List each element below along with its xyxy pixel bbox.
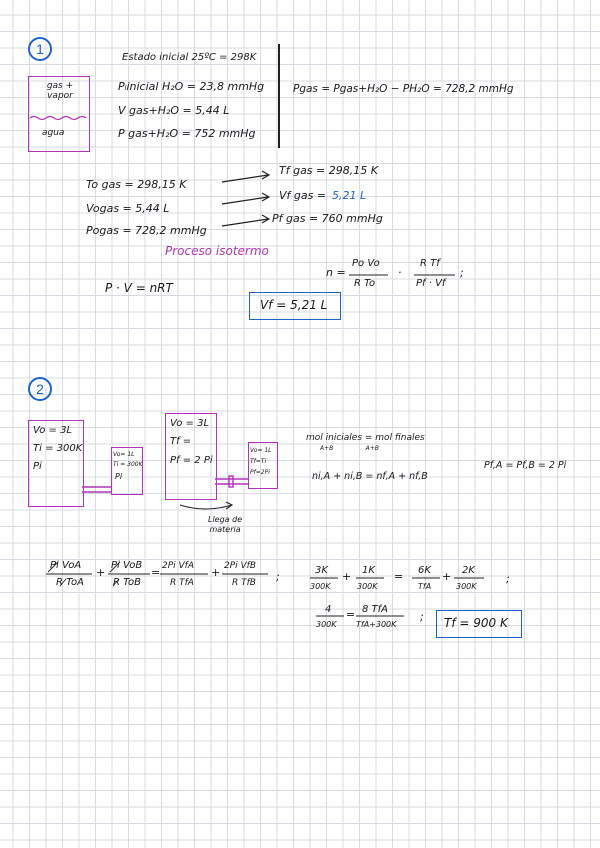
vf-gas-value: 5,21 L <box>332 189 367 202</box>
eq3-a-den: 300K <box>316 620 337 629</box>
n-semicolon: ; <box>460 266 464 279</box>
mol-equality-sub: A+B A+B <box>320 445 379 452</box>
n-frac2-num: R Tf <box>420 258 440 269</box>
eq1-lhs-b-den: R ToB <box>113 577 141 588</box>
tank-a2-pressure: Pf = 2 Pi <box>170 455 213 466</box>
eq2-c-den: TfA <box>418 582 432 591</box>
tank-a-pressure: Pi <box>33 461 42 472</box>
tank-a-volume: Vo = 3L <box>33 425 73 436</box>
v-gas-h2o: V gas+H₂O = 5,44 L <box>118 104 230 117</box>
eq3-b-den: TfA+300K <box>356 620 397 629</box>
p-initial-h2o: Pₗinicial H₂O = 23,8 mmHg <box>118 80 265 93</box>
pressure-equality: Pf,A = Pf,B = 2 Pi <box>484 460 567 471</box>
eq1-rhs-b-den: R TfB <box>232 578 256 588</box>
tank-b2-volume: Vo= 1L <box>250 447 272 454</box>
eq2-d-den: 300K <box>456 582 477 591</box>
eq2-a-den: 300K <box>310 582 331 591</box>
flow-caption: Llega de materia <box>208 515 243 534</box>
tank-b2-pressure: Pf=2Pi <box>250 469 270 476</box>
eq3-equals: = <box>346 608 356 621</box>
tf-gas: Tf gas = 298,15 K <box>279 164 378 177</box>
vf-gas-label: Vf gas = <box>279 189 327 202</box>
eq2-equals: = <box>394 570 404 583</box>
p-gas-formula: Pgas = Pgas+H₂O − PH₂O = 728,2 mmHg <box>293 83 514 95</box>
answer-2: Tf = 900 K <box>444 616 508 630</box>
process-isothermal: Proceso isotermo <box>165 244 269 258</box>
n-frac1-den: R To <box>354 278 376 289</box>
tank-a-temp: Ti = 300K <box>33 443 83 454</box>
eq1-rhs-b-num: 2Pi VfB <box>224 561 257 571</box>
eq1-rhs-a-den: R TfA <box>170 578 194 588</box>
eq1-equals: = <box>151 566 161 579</box>
n-balance: ni,A + ni,B = nf,A + nf,B <box>312 471 428 482</box>
eq3-b-num: 8 TfA <box>362 604 389 615</box>
po-gas: Pogas = 728,2 mmHg <box>86 224 207 237</box>
n-equals: n = <box>326 266 346 279</box>
tank-a2-volume: Vo = 3L <box>170 418 210 429</box>
eq2-plus-2: + <box>442 570 452 583</box>
eq1-plus-1: + <box>96 566 106 579</box>
n-frac2-den: Pf · Vf <box>416 278 446 289</box>
pf-gas: Pf gas = 760 mmHg <box>272 212 383 225</box>
eq1-lhs-a-num: Pi VoA <box>50 560 82 571</box>
answer-1: Vf = 5,21 L <box>260 298 328 312</box>
p-gas-h2o: P gas+H₂O = 752 mmHg <box>118 127 256 140</box>
n-frac1-num: Po Vo <box>352 258 380 269</box>
mol-equality: mol iniciales = mol finales <box>306 433 425 443</box>
eq2-plus-1: + <box>342 570 352 583</box>
eq1-lhs-a-den: R ToA <box>56 577 84 588</box>
tank-a2-temp: Tf = <box>170 436 192 447</box>
to-gas: To gas = 298,15 K <box>86 178 187 191</box>
eq3-a-num: 4 <box>325 604 332 615</box>
eq3-semicolon: ; <box>420 610 424 623</box>
eq1-semicolon: ; <box>276 570 280 583</box>
n-dot: · <box>398 266 402 279</box>
container-water-label: agua <box>42 128 65 138</box>
tank-b-temp: Ti = 300K <box>113 461 143 468</box>
tank-b-volume: Vo= 1L <box>113 451 135 458</box>
eq2-d-num: 2K <box>462 565 475 576</box>
eq2-semicolon: ; <box>506 572 510 585</box>
container-gas-label: gas + vapor <box>46 81 74 101</box>
eq1-rhs-a-num: 2Pi VfA <box>162 561 194 571</box>
tank-b-pressure: Pi <box>115 472 123 481</box>
problem-2-number: 2 <box>28 377 52 401</box>
problem-1-number: 1 <box>28 37 52 61</box>
eq2-b-num: 1K <box>362 565 375 576</box>
initial-state-header: Estado inicial 25ºC = 298K <box>122 52 257 63</box>
tank-b2-temp: Tf=Ti <box>250 458 267 465</box>
eq2-b-den: 300K <box>357 582 378 591</box>
eq1-lhs-b-num: Pi VoB <box>111 560 143 571</box>
eq1-plus-2: + <box>211 566 221 579</box>
vo-gas: Vogas = 5,44 L <box>86 202 170 215</box>
ideal-gas-law: P · V = nRT <box>105 281 173 295</box>
eq2-a-num: 3K <box>315 565 328 576</box>
eq2-c-num: 6K <box>418 565 431 576</box>
